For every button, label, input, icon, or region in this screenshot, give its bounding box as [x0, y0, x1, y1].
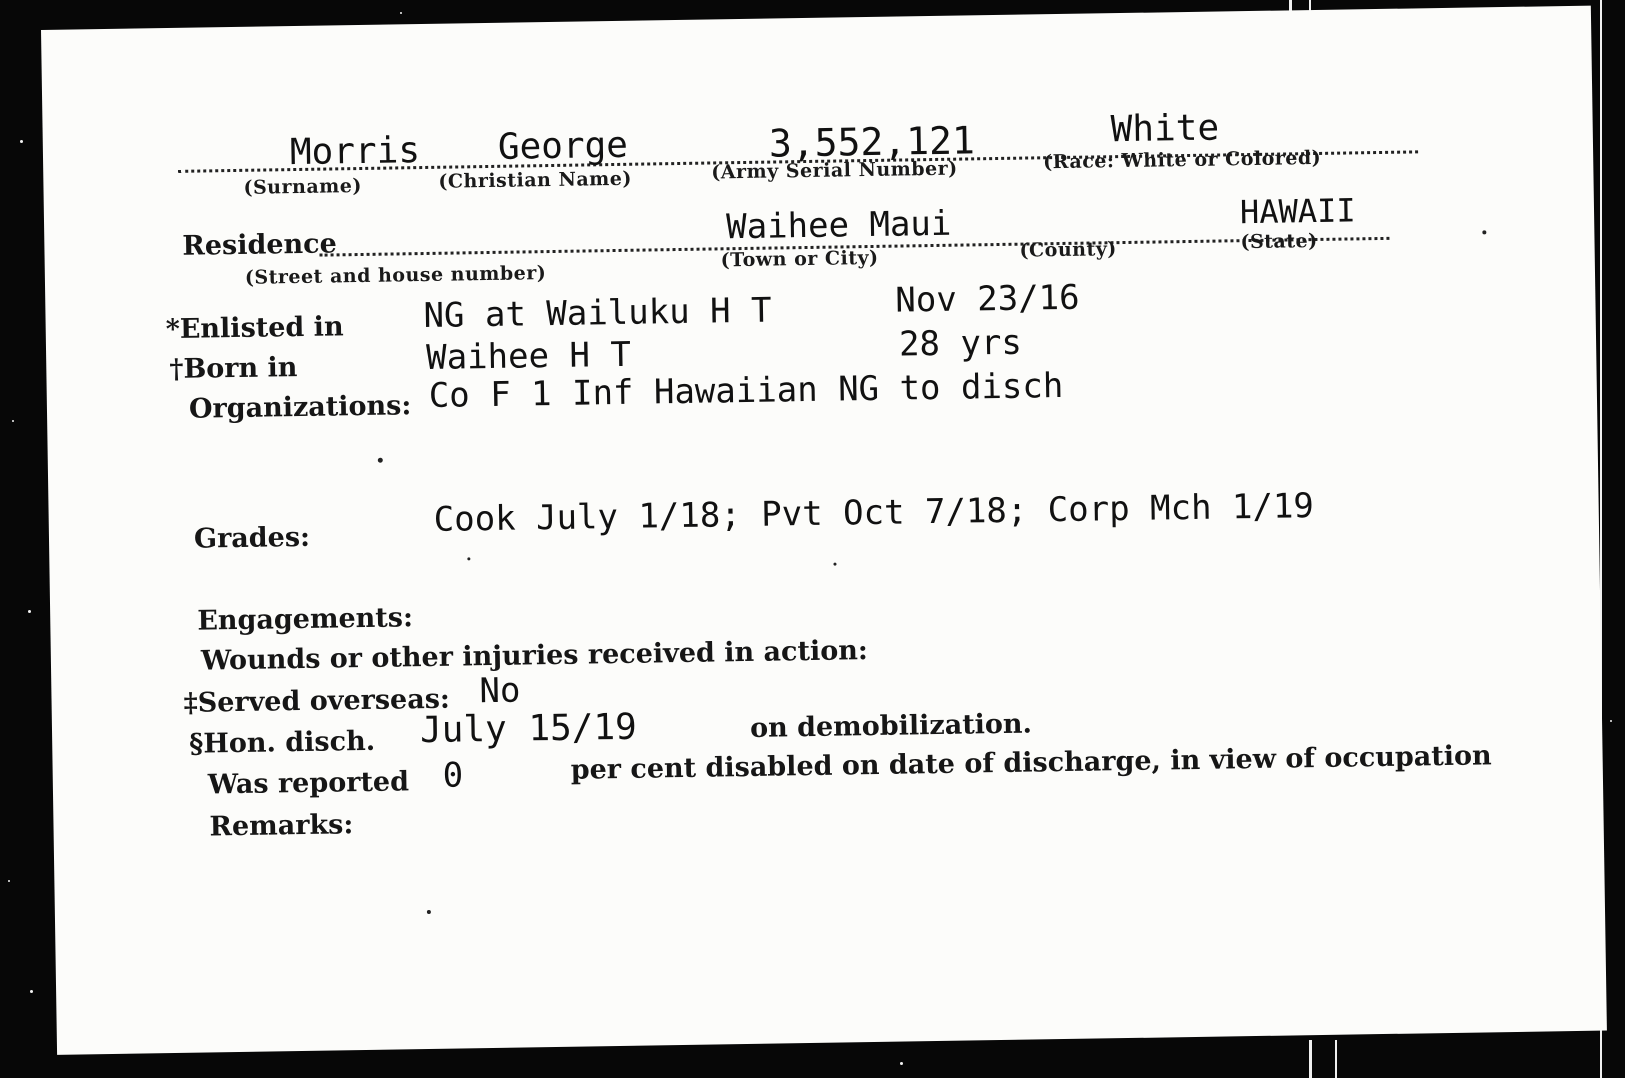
- town-value: Waihee Maui: [725, 203, 952, 248]
- hon-disch-suffix: on demobilization.: [749, 708, 1033, 744]
- surname-value: Morris: [289, 130, 421, 174]
- speck: [12, 420, 14, 422]
- grades-value: Cook July 1/18; Pvt Oct 7/18; Corp Mch 1/19: [433, 486, 1315, 540]
- scan-line: [1309, 1040, 1312, 1078]
- speck: [1610, 720, 1612, 722]
- town-caption: (Town or City): [720, 246, 879, 272]
- wounds-label: Wounds or other injuries received in action:: [200, 635, 869, 677]
- hon-disch-label: §Hon. disch.: [188, 725, 376, 760]
- organizations-label: Organizations:: [188, 390, 412, 425]
- served-overseas-label: ‡Served overseas:: [183, 683, 451, 719]
- christian-name-value: George: [497, 124, 629, 168]
- stray-mark: [1482, 230, 1486, 234]
- remarks-label: Remarks:: [209, 809, 354, 843]
- reported-value: 0: [442, 755, 464, 796]
- speck: [30, 990, 33, 993]
- speck: [20, 140, 23, 143]
- surname-caption: (Surname): [243, 174, 363, 199]
- street-caption: (Street and house number): [244, 262, 547, 289]
- race-caption: (Race: White or Colored): [1043, 146, 1322, 174]
- serial-number-caption: (Army Serial Number): [711, 157, 958, 184]
- residence-label: Residence: [182, 228, 338, 262]
- speck: [400, 12, 402, 14]
- reported-suffix: per cent disabled on date of discharge, in view of occupation: [570, 740, 1492, 786]
- served-overseas-value: No: [479, 670, 521, 712]
- state-caption: (State): [1240, 229, 1318, 254]
- state-value: HAWAII: [1239, 191, 1356, 232]
- enlisted-date: Nov 23/16: [895, 277, 1080, 321]
- speck: [900, 1062, 903, 1065]
- enlisted-label: *Enlisted in: [165, 311, 344, 346]
- reported-label: Was reported: [207, 766, 410, 801]
- stray-mark: [467, 557, 470, 560]
- organizations-value: Co F 1 Inf Hawaiian NG to disch: [428, 365, 1064, 416]
- enlisted-value: NG at Wailuku H T: [423, 290, 772, 337]
- stray-mark: [833, 563, 836, 566]
- serial-number-value: 3,552,121: [768, 118, 976, 166]
- stray-mark: [427, 910, 431, 914]
- speck: [8, 880, 10, 882]
- hon-disch-value: July 15/19: [419, 706, 638, 752]
- name-row: [41, 6, 1591, 199]
- service-record-card: [41, 6, 1607, 1055]
- race-value: White: [1110, 107, 1220, 151]
- grades-label: Grades:: [193, 521, 311, 555]
- christian-name-caption: (Christian Name): [438, 167, 633, 193]
- speck: [28, 610, 31, 613]
- scan-line: [1335, 1040, 1337, 1078]
- born-label: †Born in: [169, 352, 298, 386]
- stray-mark: [378, 458, 383, 463]
- born-age: 28 yrs: [898, 322, 1023, 365]
- engagements-label: Engagements:: [197, 602, 414, 637]
- born-value: Waihee H T: [425, 334, 632, 378]
- county-caption: (County): [1019, 238, 1117, 262]
